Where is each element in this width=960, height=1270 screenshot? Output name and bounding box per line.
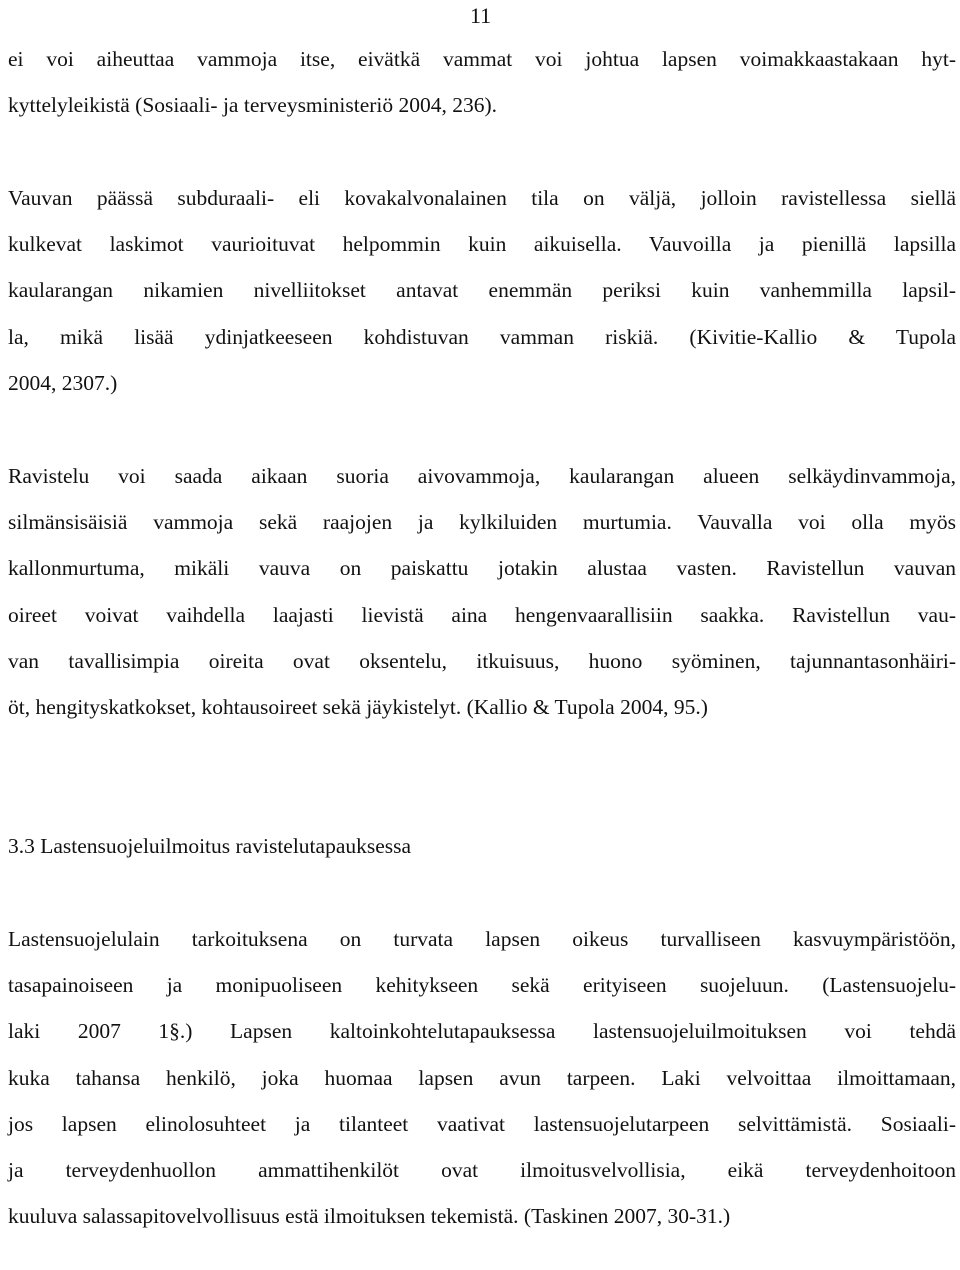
text-line: tasapainoiseen ja monipuoliseen kehitykseen sekä erityiseen suojeluun. (Lastensuojelu- — [8, 972, 956, 997]
text-line: kuka tahansa henkilö, joka huomaa lapsen avun tarpeen. Laki velvoittaa ilmoittamaan, — [8, 1065, 956, 1090]
document-body — [8, 36, 956, 1240]
paragraph-1 — [8, 36, 956, 129]
page-number: 11 — [470, 3, 492, 28]
text-line: ja terveydenhuollon ammattihenkilöt ovat ilmoitusvelvollisia, eikä terveydenhoitoon — [8, 1158, 956, 1183]
paragraph-2 — [8, 175, 956, 406]
paragraph-spacer — [8, 129, 956, 175]
text-line: ei voi aiheuttaa vammoja itse, eivätkä vammat voi johtua lapsen voimakkaastakaan hyt- — [8, 47, 956, 71]
text-line: Vauvan päässä subduraali- eli kovakalvonalainen tila on väljä, jolloin ravistellessa siellä — [8, 185, 956, 210]
text-line: kuuluva salassapitovelvollisuus estä ilmoituksen tekemistä. (Taskinen 2007, 30-31.) — [8, 1204, 731, 1229]
text-line: kulkevat laskimot vaurioituvat helpommin kuin aikuisella. Vauvoilla ja pienillä lapsilla — [8, 232, 956, 257]
text-line: laki 2007 1§.) Lapsen kaltoinkohtelutapauksessa lastensuojeluilmoituksen voi tehdä — [8, 1019, 956, 1044]
paragraph-3 — [8, 453, 956, 731]
text-line: Ravistelu voi saada aikaan suoria aivovammoja, kaularangan alueen selkäydinvammoja, — [8, 463, 956, 488]
text-line: Lastensuojelulain tarkoituksena on turvata lapsen oikeus turvalliseen kasvuympäristöön, — [8, 926, 956, 951]
section-heading-text: 3.3 Lastensuojeluilmoitus ravistelutapauksessa — [8, 834, 412, 859]
paragraph-spacer — [8, 406, 956, 452]
section-heading — [8, 823, 956, 869]
text-line: kyttelyleikistä (Sosiaali- ja terveysministeriö 2004, 236). — [8, 93, 498, 118]
text-line: silmänsisäisiä vammoja sekä raajojen ja kylkiluiden murtumia. Vauvalla voi olla myös — [8, 509, 956, 534]
text-line: 2004, 2307.) — [8, 371, 118, 396]
text-line: öt, hengityskatkokset, kohtausoireet sekä jäykistelyt. (Kallio & Tupola 2004, 95.) — [8, 695, 708, 720]
paragraph-spacer — [8, 869, 956, 915]
text-line: kaularangan nikamien nivelliitokset antavat enemmän periksi kuin vanhemmilla lapsil- — [8, 278, 956, 303]
text-line: van tavallisimpia oireita ovat oksentelu, itkuisuus, huono syöminen, tajunnantasonhäiri- — [8, 648, 956, 673]
section-spacer — [8, 730, 956, 823]
text-line: kallonmurtuma, mikäli vauva on paiskattu jotakin alustaa vasten. Ravistellun vauvan — [8, 556, 956, 581]
text-line: la, mikä lisää ydinjatkeeseen kohdistuvan vamman riskiä. (Kivitie-Kallio & Tupola — [8, 324, 956, 349]
paragraph-4 — [8, 916, 956, 1240]
text-line: oireet voivat vaihdella laajasti lievistä aina hengenvaarallisiin saakka. Ravistellun vau- — [8, 602, 956, 627]
text-line: jos lapsen elinolosuhteet ja tilanteet vaativat lastensuojelutarpeen selvittämistä. Sosiaali- — [8, 1111, 956, 1136]
